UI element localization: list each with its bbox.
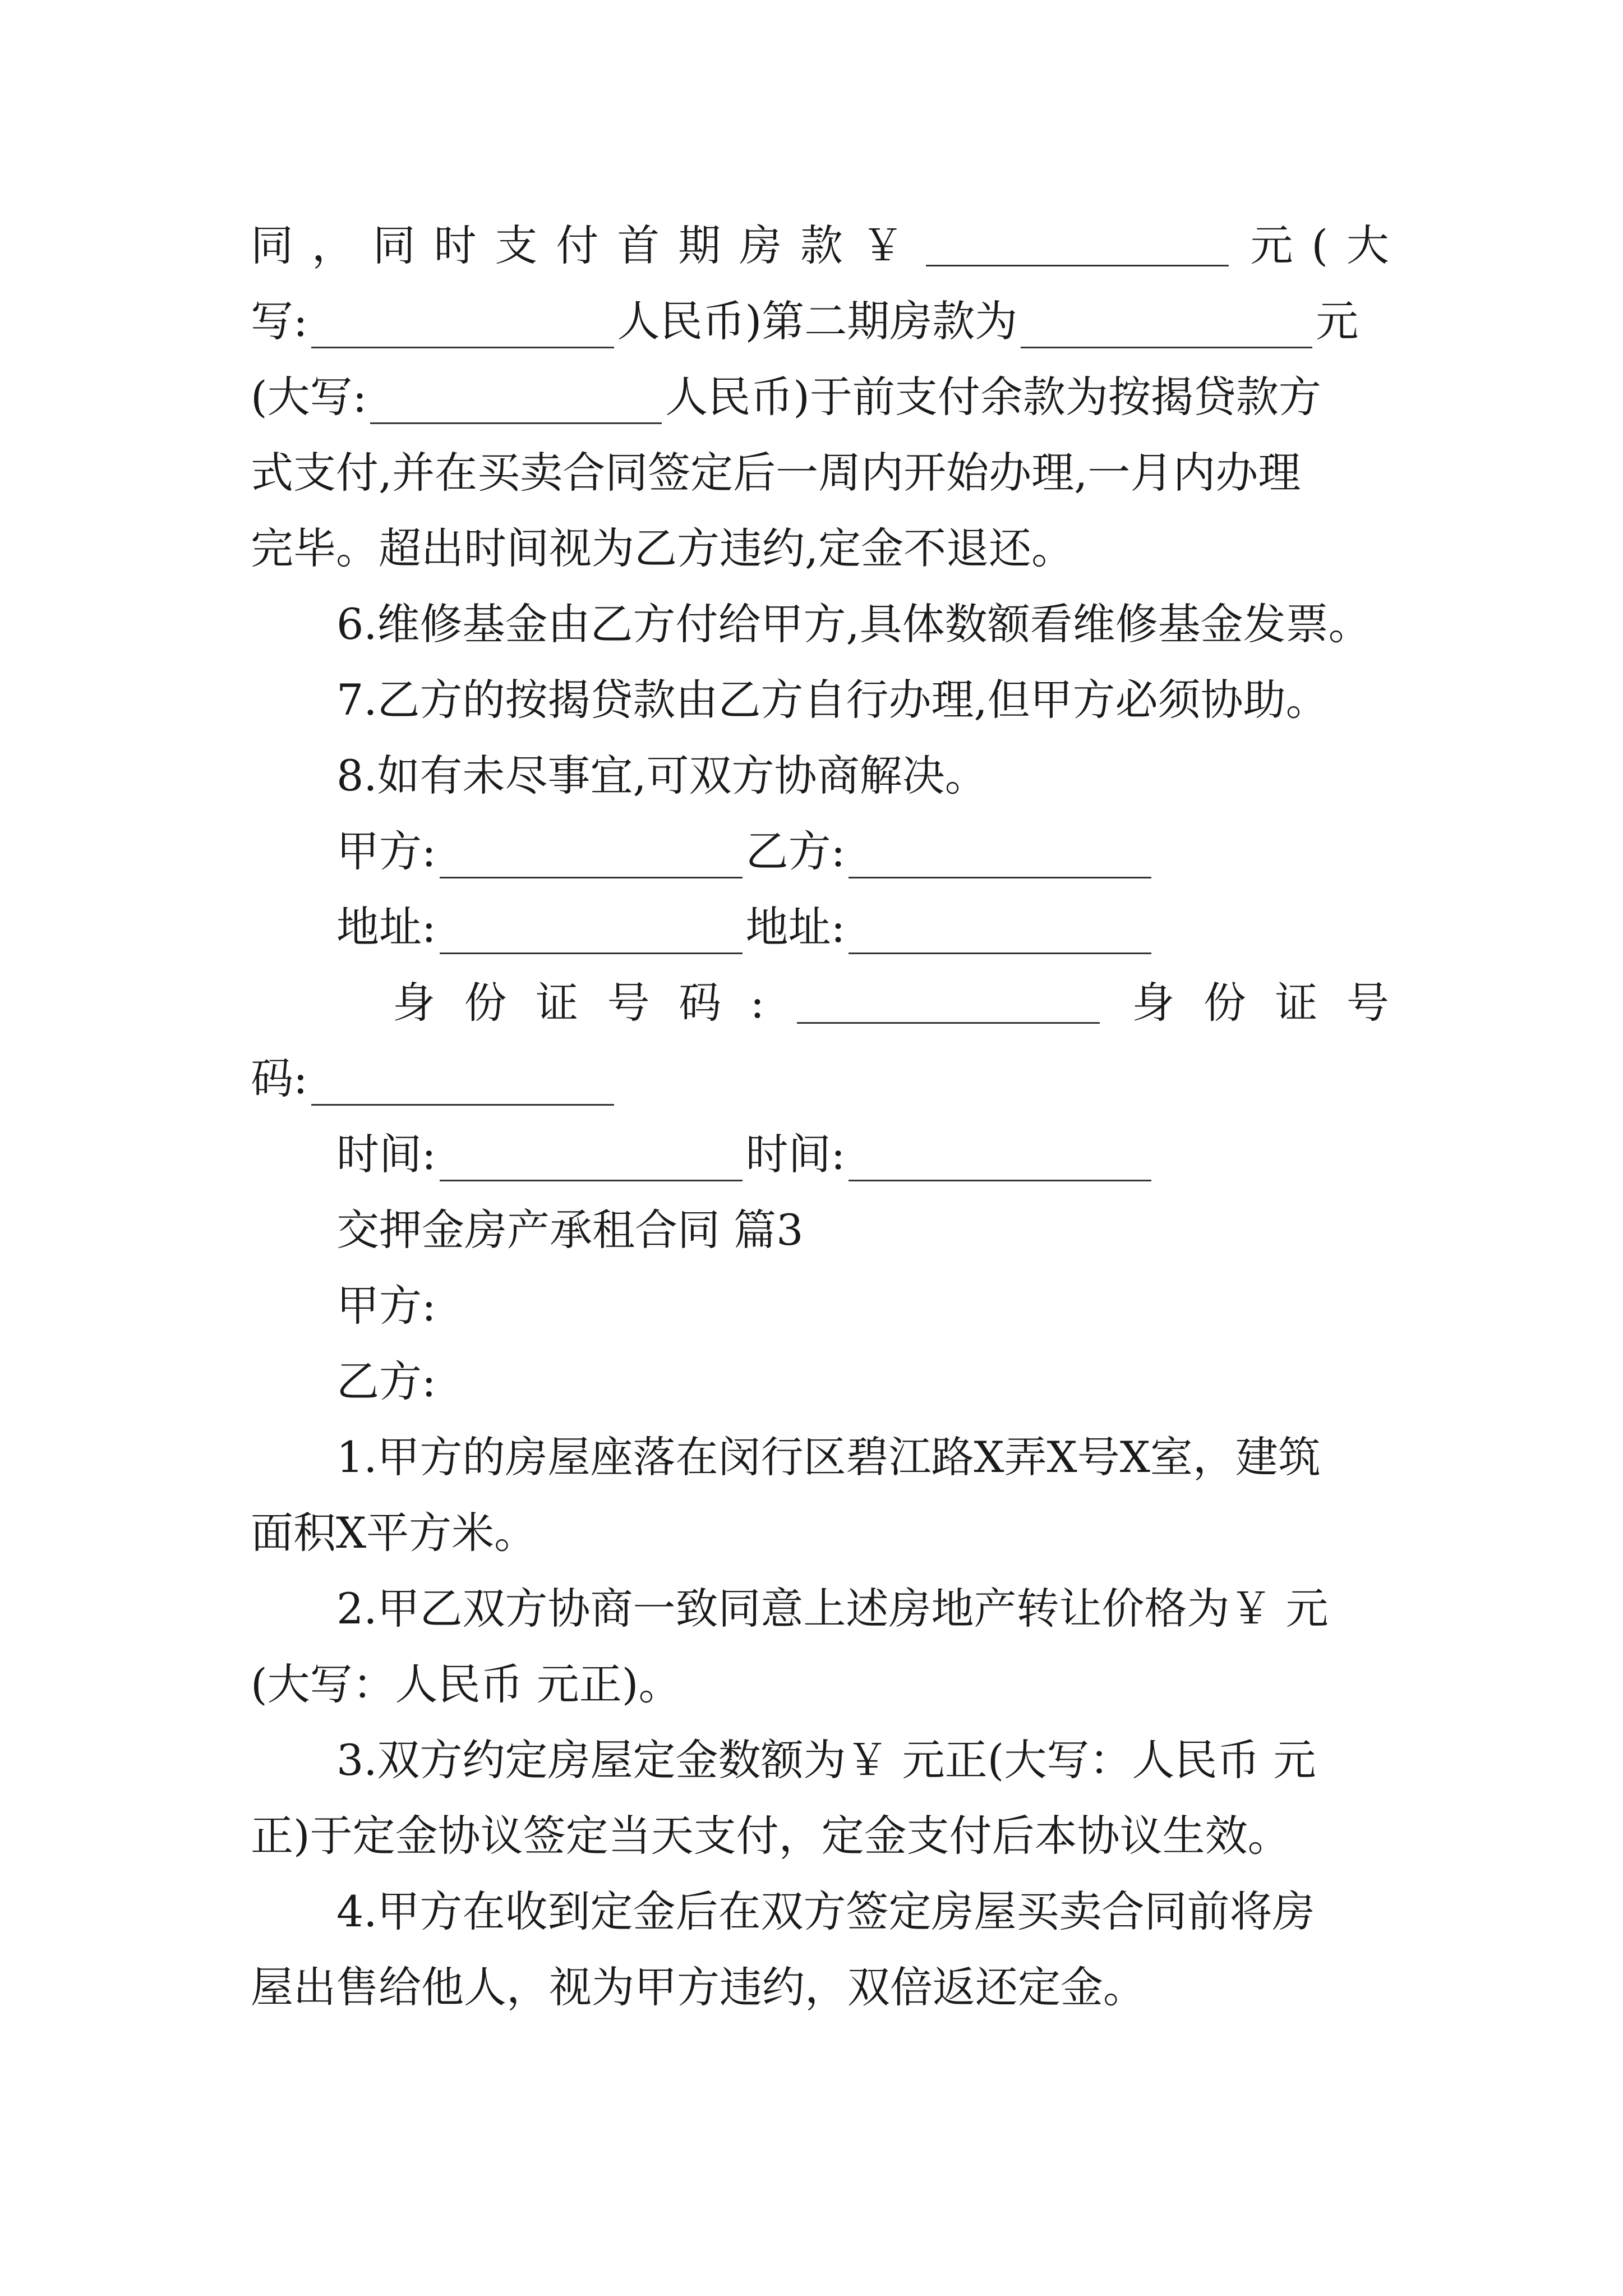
fill-blank bbox=[440, 838, 743, 878]
section-party-b: 乙方: bbox=[336, 1356, 436, 1406]
section-title: 交押金房产承租合同 篇3 bbox=[336, 1205, 804, 1255]
section-clause-4-cont: 屋出售给他人，视为甲方违约，双倍返还定金。 bbox=[251, 1962, 1146, 2012]
fill-blank bbox=[440, 913, 743, 954]
char: 同 bbox=[251, 220, 293, 270]
fill-blank bbox=[1021, 307, 1312, 348]
text-line-1 bbox=[251, 219, 1389, 273]
id-number-tail-line bbox=[251, 1052, 1389, 1106]
address-a-label: 地址: bbox=[336, 902, 436, 952]
section-clause-4: 4.甲方在收到定金后在双方签定房屋买卖合同前将房 bbox=[336, 1887, 1315, 1936]
char: 房 bbox=[739, 220, 782, 270]
text-segment: 写: bbox=[251, 296, 308, 346]
section-clause-1: 1.甲方的房屋座落在闵行区碧江路X弄X号X室，建筑 bbox=[336, 1432, 1321, 1482]
section-clause-3-cont: 正)于定金协议签定当天支付，定金支付后本协议生效。 bbox=[251, 1811, 1290, 1861]
text-line-4: 式支付,并在买卖合同签定后一周内开始办理,一月内办理 bbox=[251, 448, 1301, 498]
clause-7: 7.乙方的按揭贷款由乙方自行办理,但甲方必须协助。 bbox=[336, 675, 1329, 725]
fill-blank bbox=[849, 1140, 1151, 1181]
fill-blank bbox=[311, 1065, 614, 1106]
char: 付 bbox=[556, 220, 599, 270]
fill-blank bbox=[440, 1140, 743, 1181]
text-line-2 bbox=[251, 295, 1389, 348]
fill-blank bbox=[849, 913, 1151, 954]
text-line-3 bbox=[251, 370, 1389, 424]
char: 元 bbox=[1250, 220, 1293, 270]
id-number-line bbox=[393, 976, 1389, 1030]
char: 款 bbox=[800, 220, 843, 270]
char: 号 bbox=[607, 978, 650, 1028]
char: 身 bbox=[1132, 978, 1175, 1028]
char: ￥ bbox=[861, 220, 904, 270]
char: 号 bbox=[1346, 978, 1389, 1028]
text-segment: 元 bbox=[1316, 296, 1359, 346]
text-segment: 人民币)第二期房款为 bbox=[617, 296, 1018, 346]
char: 同 bbox=[372, 220, 416, 270]
text-segment: 码: bbox=[251, 1053, 308, 1103]
char: 码 bbox=[679, 978, 722, 1028]
char: 份 bbox=[1203, 978, 1246, 1028]
char: ， bbox=[311, 220, 354, 270]
char: 证 bbox=[1275, 978, 1318, 1028]
char: 期 bbox=[678, 220, 721, 270]
section-clause-2-cont: (大写：人民币 元正)。 bbox=[251, 1659, 681, 1709]
party-a-label: 甲方: bbox=[336, 826, 436, 876]
text-segment: 人民币)于前支付余款为按揭贷款方 bbox=[665, 372, 1321, 422]
clause-6: 6.维修基金由乙方付给甲方,具体数额看维修基金发票。 bbox=[336, 599, 1371, 649]
address-line bbox=[336, 900, 1389, 954]
time-a-label: 时间: bbox=[336, 1129, 436, 1179]
time-b-label: 时间: bbox=[745, 1129, 846, 1179]
section-clause-3: 3.双方约定房屋定金数额为￥ 元正(大写：人民币 元 bbox=[336, 1735, 1316, 1785]
char: 份 bbox=[464, 978, 507, 1028]
fill-blank bbox=[797, 983, 1100, 1024]
char: 支 bbox=[495, 220, 538, 270]
fill-blank bbox=[926, 226, 1229, 266]
section-clause-1-cont: 面积X平方米。 bbox=[251, 1508, 537, 1558]
fill-blank bbox=[370, 383, 662, 424]
party-signature-line bbox=[336, 825, 1389, 878]
clause-8: 8.如有未尽事宜,可双方协商解决。 bbox=[336, 751, 988, 800]
char: 身 bbox=[393, 978, 435, 1028]
char: 首 bbox=[617, 220, 660, 270]
section-party-a: 甲方: bbox=[336, 1281, 436, 1331]
char: 时 bbox=[434, 220, 477, 270]
char: ( bbox=[1311, 220, 1329, 270]
fill-blank bbox=[311, 307, 614, 348]
text-segment: (大写: bbox=[251, 372, 367, 422]
address-b-label: 地址: bbox=[745, 902, 846, 952]
text-line-5: 完毕。超出时间视为乙方违约,定金不退还。 bbox=[251, 523, 1075, 573]
char: : bbox=[750, 978, 765, 1028]
time-line bbox=[336, 1128, 1389, 1181]
section-clause-2: 2.甲乙双方协商一致同意上述房地产转让价格为￥ 元 bbox=[336, 1584, 1329, 1634]
char: 大 bbox=[1346, 220, 1389, 270]
fill-blank bbox=[849, 838, 1151, 878]
party-b-label: 乙方: bbox=[745, 826, 846, 876]
char: 证 bbox=[536, 978, 579, 1028]
